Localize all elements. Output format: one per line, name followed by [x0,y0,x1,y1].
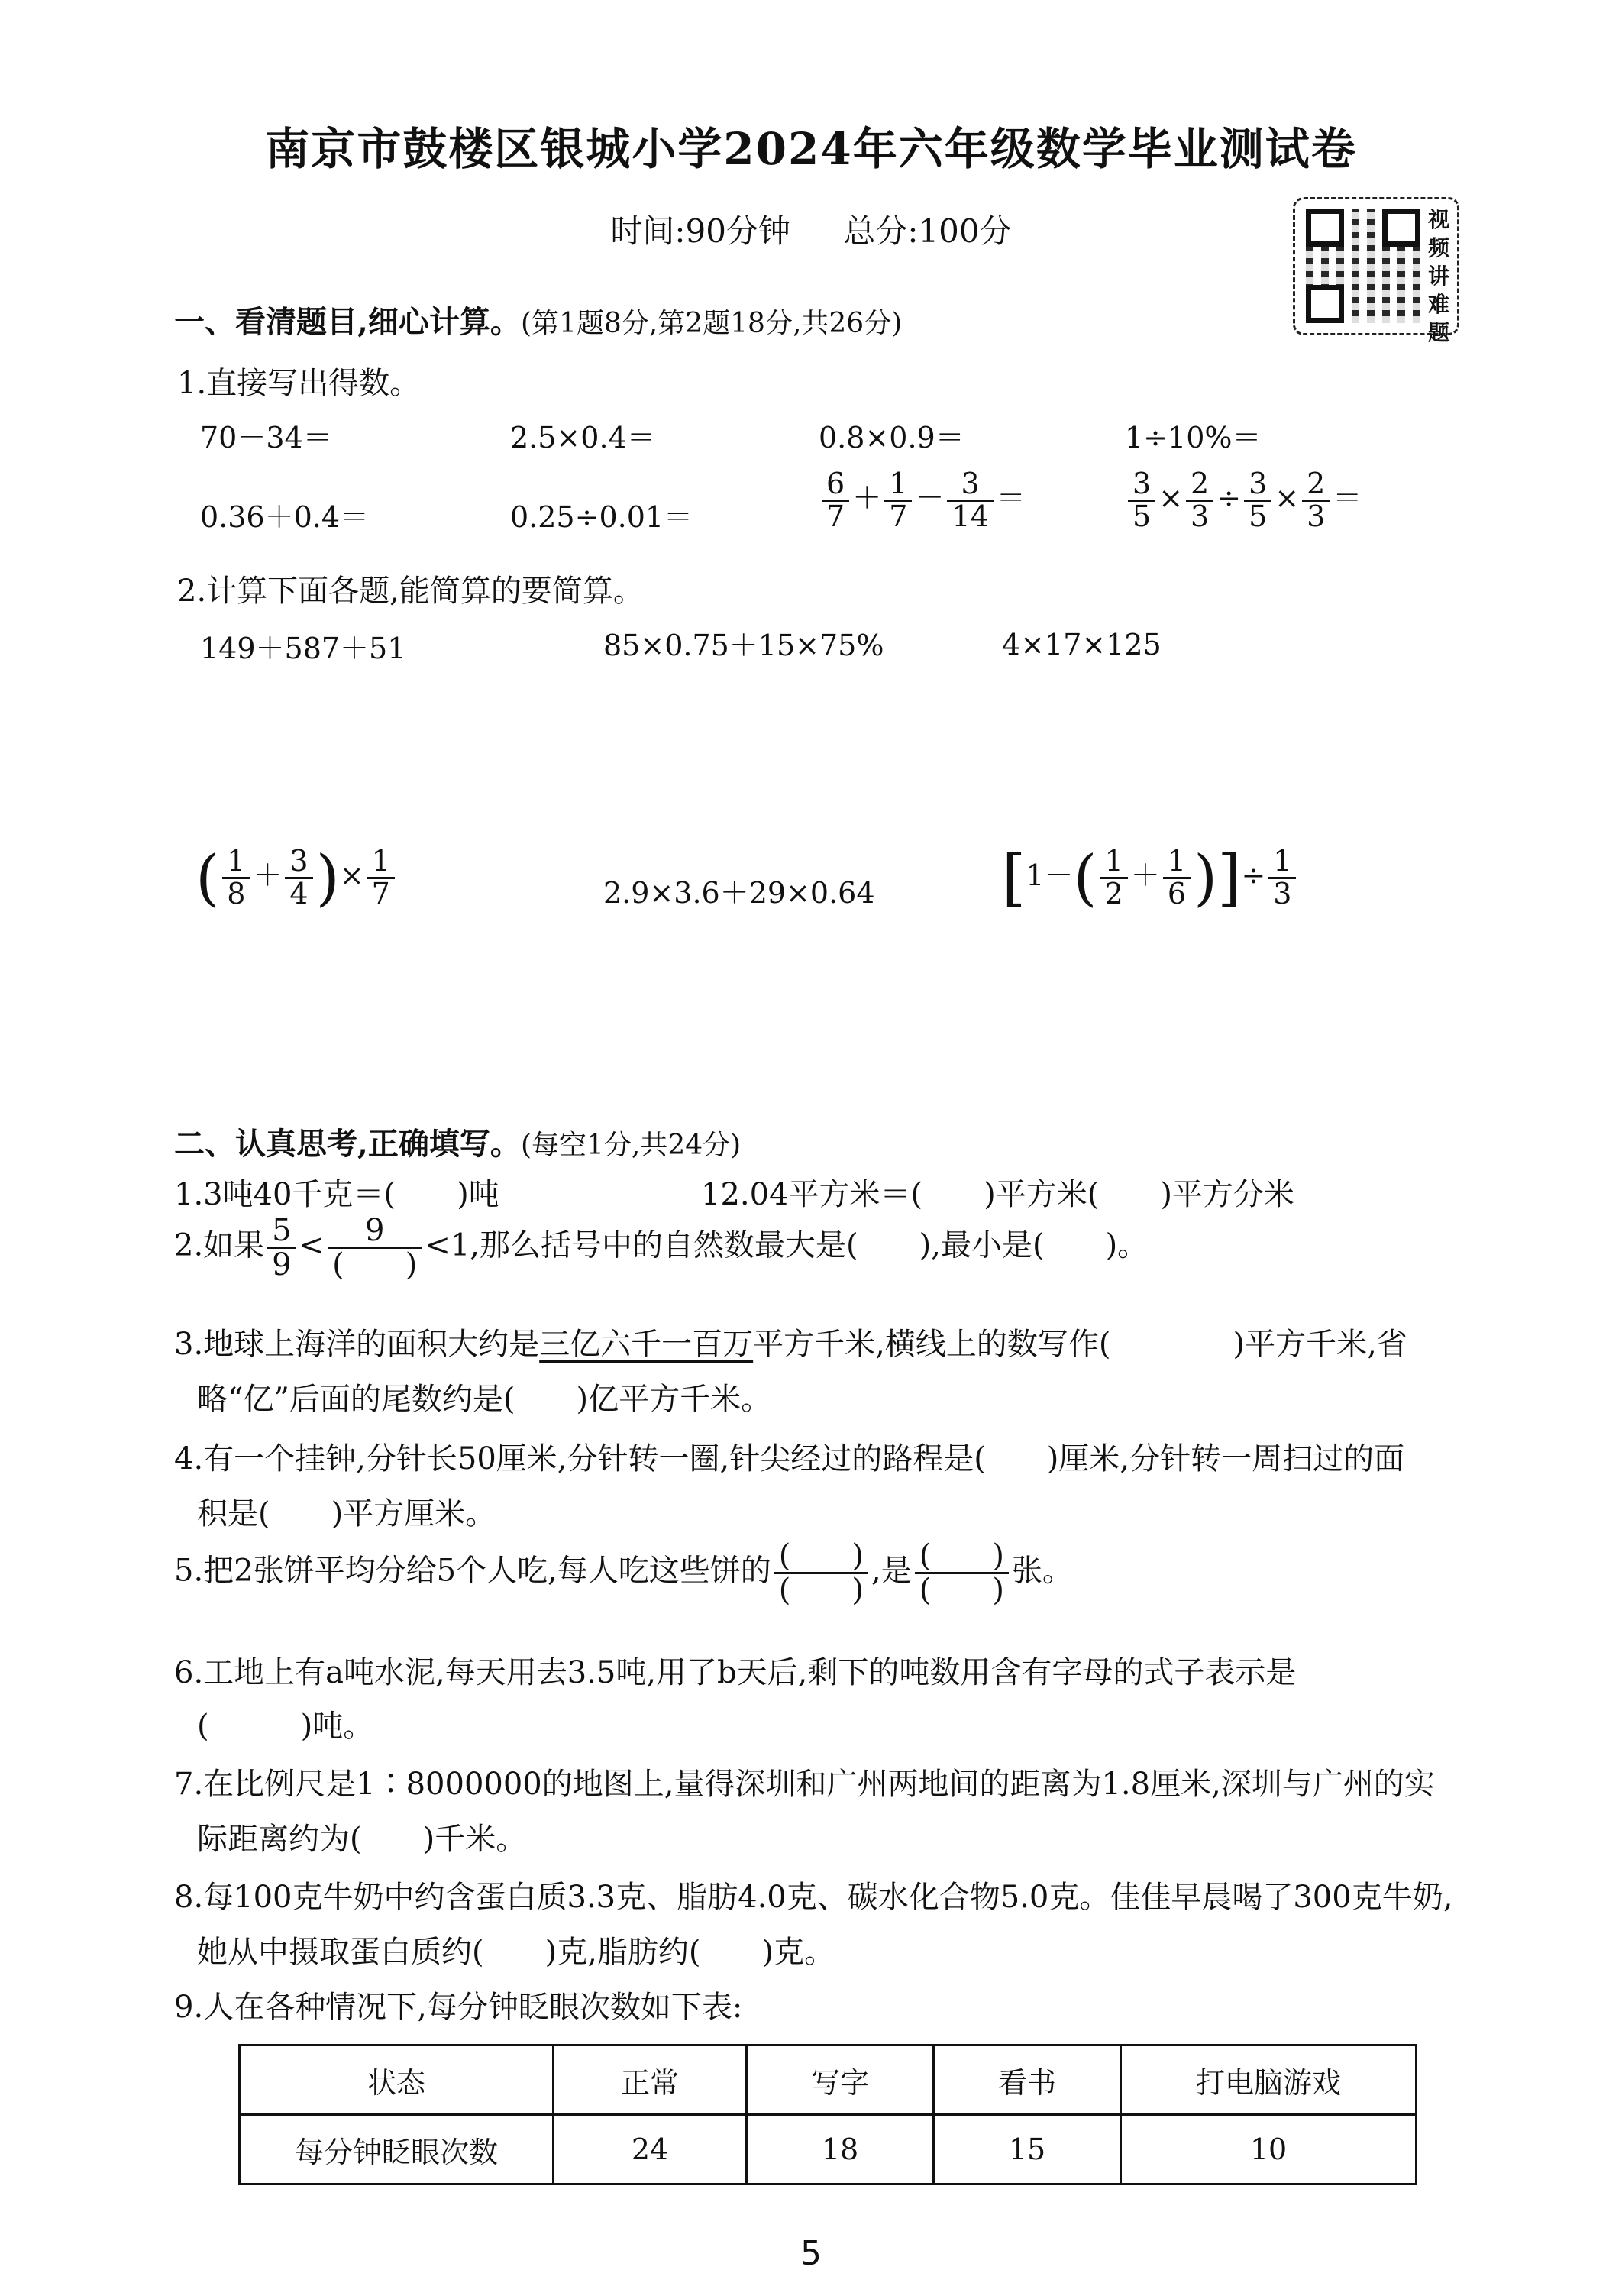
oral-fraction-item: $\frac{3}{5}$ × $\frac{2}{3}$ ÷ $\frac{3}{5}$ × $\frac{2}{3}$ ＝ [1125,469,1362,532]
oral-item: 0.8×0.9＝ [819,421,964,454]
q1-title: 1.直接写出得数。 [177,366,421,401]
underlined-number: 三亿六千一百万 [539,1327,754,1362]
qr-finder-icon [1306,209,1344,247]
calc-item: 2.9×3.6＋29×0.64 [603,876,875,910]
table-cell: 18 [747,2115,934,2184]
table-header-cell: 打电脑游戏 [1121,2045,1417,2115]
oral-item: 2.5×0.4＝ [510,421,656,454]
calc-fraction-item: ( $\frac{1}{8}$ ＋ $\frac{3}{4}$ )× $\frac{1}{7}$ [195,846,398,910]
exam-total-score: 总分:100分 [843,212,1012,250]
section-1-note: (第1题8分,第2题18分,共26分) [520,308,903,339]
calc-item: 4×17×125 [1002,628,1162,661]
oral-item: 0.25÷0.01＝ [510,500,693,534]
oral-item: 1÷10%＝ [1125,421,1262,454]
question-7-line-2: 际距离约为( )千米。 [197,1822,527,1857]
question-8: 8.每100克牛奶中约含蛋白质3.3克、脂肪4.0克、碳水化合物5.0克。佳佳早晨喝了300克牛奶, [174,1880,1453,1915]
table-row [240,2045,1417,2115]
question-7: 7.在比例尺是1∶8000000的地图上,量得深圳和广州两地间的距离为1.8厘米,深圳与广州的实 [174,1767,1435,1802]
table-cell: 15 [934,2115,1121,2184]
table-cell: 24 [554,2115,747,2184]
question-4: 4.有一个挂钟,分针长50厘米,分针转一圈,针尖经过的路程是( )厘米,分针转一周扫过的面 [174,1441,1405,1476]
q2-title: 2.计算下面各题,能简算的要简算。 [177,574,644,609]
question-9: 9.人在各种情况下,每分钟眨眼次数如下表: [174,1990,743,2025]
question-2: 2.如果 $\frac{5}{9}$ < $\frac{9}{( )}$ <1,那么括号中的自然数最大是( ),最小是( )。 [174,1213,1149,1282]
question-1a: 1.3吨40千克＝( )吨 [174,1177,499,1212]
section-2-note: (每空1分,共24分) [520,1130,742,1161]
question-3: 3.地球上海洋的面积大约是三亿六千一百万平方千米,横线上的数写作( )平方千米,省 [174,1327,1407,1362]
question-3-line-2: 略“亿”后面的尾数约是( )亿平方千米。 [197,1382,772,1417]
calc-item: 85×0.75＋15×75% [603,629,884,662]
question-4-line-2: 积是( )平方厘米。 [197,1496,496,1531]
table-header-cell: 正常 [554,2045,747,2115]
exam-time: 时间:90分钟 [610,212,790,250]
qr-label: 视频讲难题 [1427,207,1449,345]
blink-rate-table [238,2044,1417,2185]
calc-item: 149＋587＋51 [200,632,406,665]
question-5: 5.把2张饼平均分给5个人吃,每人吃这些饼的 $\frac{( )}{( )}$ ,是 $\frac{( )}{( )}$ 张。 [174,1538,1073,1608]
qr-code-box[interactable] [1293,197,1459,345]
table-row-label: 每分钟眨眼次数 [240,2115,554,2184]
table-header-cell: 写字 [747,2045,934,2115]
question-1b: 12.04平方米＝( )平方米( )平方分米 [701,1177,1294,1212]
oral-item: 0.36＋0.4＝ [200,500,370,534]
oral-fraction-item: $\frac{6}{7}$ ＋ $\frac{1}{7}$ － $\frac{3}{14}$ ＝ [819,469,1026,532]
qr-finder-icon [1382,209,1420,247]
calc-fraction-item: [1－( $\frac{1}{2}$ ＋ $\frac{1}{6}$ )]÷ $\frac{1}{3}$ [1002,846,1299,910]
section-1-heading: 一、看清题目,细心计算。(第1题8分,第2题18分,共26分) [174,304,903,340]
question-6: 6.工地上有a吨水泥,每天用去3.5吨,用了b天后,剩下的吨数用含有字母的式子表示是 [174,1655,1297,1690]
question-8-line-2: 她从中摄取蛋白质约( )克,脂肪约( )克。 [197,1935,835,1970]
oral-item: 70－34＝ [200,421,332,454]
table-header-cell: 看书 [934,2045,1121,2115]
page-title: 南京市鼓楼区银城小学2024年六年级数学毕业测试卷 [265,123,1357,175]
table-row [240,2115,1417,2184]
section-2-heading: 二、认真思考,正确填写。(每空1分,共24分) [174,1126,742,1162]
qr-finder-icon [1306,285,1344,323]
table-cell: 10 [1121,2115,1417,2184]
question-6-line-2: ( )吨。 [197,1709,374,1744]
page-number: 5 [800,2234,822,2273]
table-header-cell: 状态 [240,2045,554,2115]
